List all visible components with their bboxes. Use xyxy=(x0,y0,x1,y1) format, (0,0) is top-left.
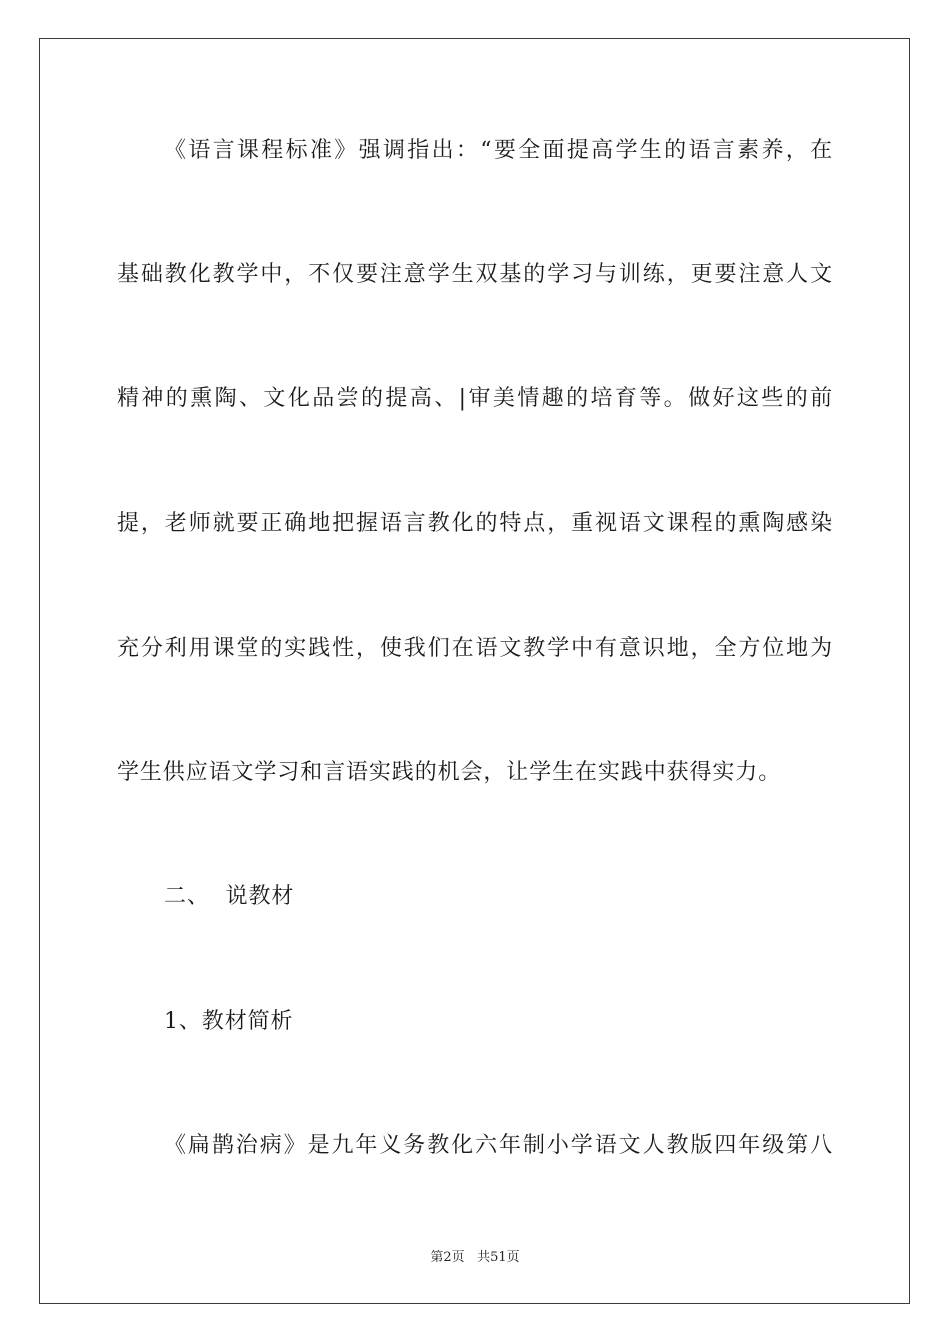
page-total: 共51页 xyxy=(477,1250,520,1265)
page-number: 第2页 xyxy=(430,1250,465,1265)
subsection-heading: 1、教材简析 xyxy=(164,1009,294,1034)
body-text-line-4: 提，老师就要正确地把握语言教化的特点，重视语文课程的熏陶感染 xyxy=(117,511,833,536)
page-border xyxy=(39,38,910,1304)
body-text-line-5: 充分利用课堂的实践性，使我们在语文教学中有意识地，全方位地为 xyxy=(117,636,833,661)
page-footer xyxy=(0,1249,950,1267)
body-text-line-3: 精神的熏陶、文化品尝的提高、|审美情趣的培育等。做好这些的前 xyxy=(117,386,833,411)
body-text-line-1: 《语言课程标准》强调指出：“要全面提高学生的语言素养，在 xyxy=(164,138,833,163)
section-heading: 二、 说教材 xyxy=(164,884,295,909)
body-text-line-7: 《扁鹊治病》是九年义务教化六年制小学语文人教版四年级第八 xyxy=(164,1133,833,1158)
body-text-line-2: 基础教化教学中，不仅要注意学生双基的学习与训练，更要注意人文 xyxy=(117,262,833,287)
body-text-line-6: 学生供应语文学习和言语实践的机会，让学生在实践中获得实力。 xyxy=(117,760,782,785)
